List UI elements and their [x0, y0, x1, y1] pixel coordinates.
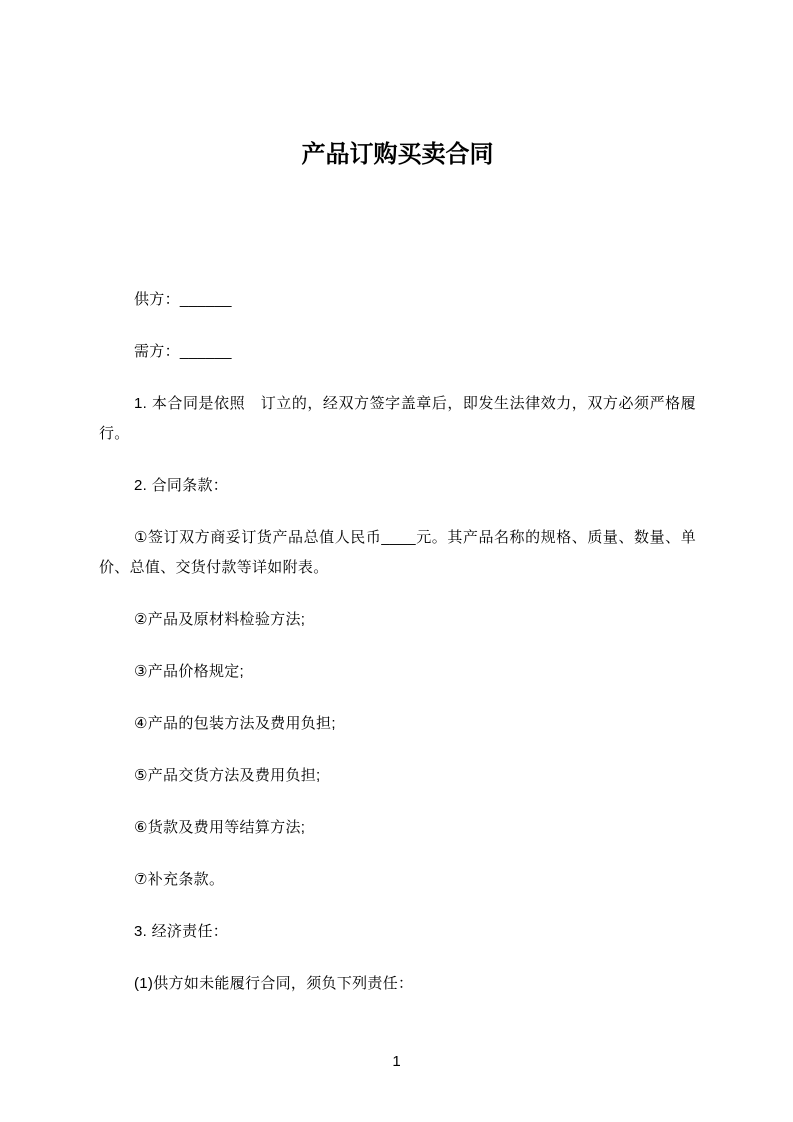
- buyer-label: 需方：: [134, 343, 180, 360]
- clause-item-6: ⑥货款及费用等结算方法;: [134, 819, 306, 836]
- clause-item-4: ④产品的包装方法及费用负担;: [134, 715, 336, 732]
- clause-item-1-pre: ①签订双方商妥订货产品总值人民币: [134, 529, 382, 546]
- clause-3-header: 3. 经济责任：: [134, 923, 229, 940]
- clause-item-7: ⑦补充条款。: [134, 871, 225, 888]
- supplier-line: [99, 285, 696, 315]
- clause-item-2: ②产品及原材料检验方法;: [134, 611, 306, 628]
- page-number: 1: [392, 1053, 401, 1070]
- buyer-blank: ______: [179, 343, 232, 360]
- supplier-label: 供方：: [134, 291, 180, 308]
- buyer-line: [99, 337, 696, 367]
- clause-item-3: ③产品价格规定;: [134, 663, 245, 680]
- clause-item-1-post: 元。其产品名称的规格、质量、数量、单价、总值、交货付款等详如附表。: [99, 529, 696, 576]
- supplier-blank: ______: [179, 291, 232, 308]
- clause-item-1: [99, 523, 696, 583]
- clause-item-5: ⑤产品交货方法及费用负担;: [134, 767, 321, 784]
- clause-2-header: 2. 合同条款：: [134, 477, 229, 494]
- clause-3-item-1: (1)供方如未能履行合同，须负下列责任：: [134, 975, 414, 992]
- clause-1: 1. 本合同是依照 订立的，经双方签字盖章后，即发生法律效力，双方必须严格履行。: [99, 395, 696, 442]
- document-title: 产品订购买卖合同: [301, 141, 494, 168]
- amount-blank: ____: [381, 529, 416, 546]
